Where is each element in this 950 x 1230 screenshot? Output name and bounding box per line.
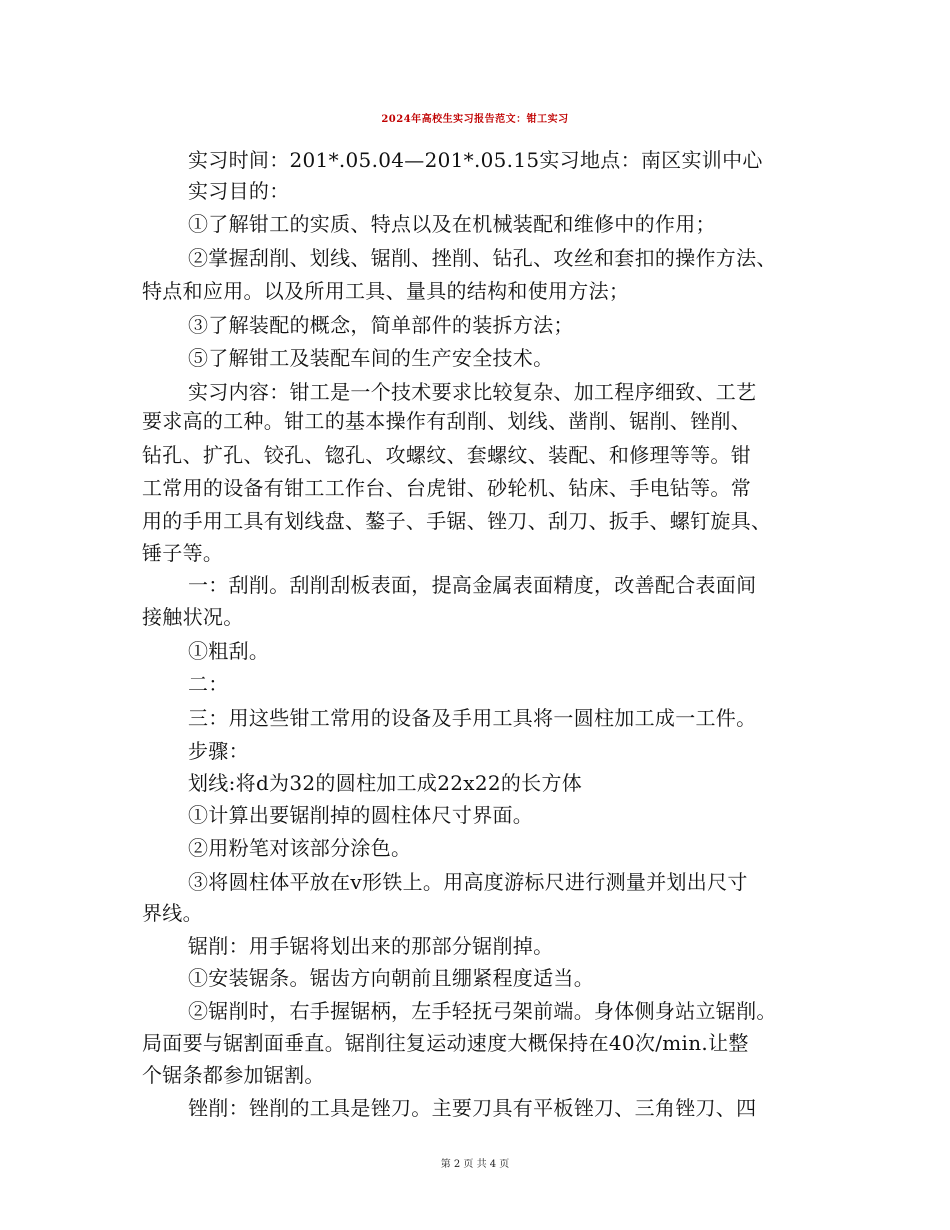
text-line: ③了解装配的概念，简单部件的装拆方法； xyxy=(188,313,574,337)
text-line: 二： xyxy=(188,672,229,696)
document-title: 2024年高校生实习报告范文：钳工实习 xyxy=(381,114,569,125)
text-line: ②掌握刮削、划线、锯削、挫削、钻孔、攻丝和套扣的操作方法、 xyxy=(188,246,777,270)
text-line: 一：刮削。刮削刮板表面，提高金属表面精度，改善配合表面间 xyxy=(188,573,757,597)
text-line: 步骤： xyxy=(188,739,249,763)
text-line: ①了解钳工的实质、特点以及在机械装配和维修中的作用； xyxy=(188,212,716,236)
text-line: 锯削：用手锯将划出来的那部分锯削掉。 xyxy=(188,934,554,958)
text-line: 局面要与锯割面垂直。锯削往复运动速度大概保持在40次/min.让整 xyxy=(142,1031,749,1055)
page-number-footer: 第 2 页 共 4 页 xyxy=(440,1159,510,1170)
text-line: 钻孔、扩孔、铰孔、锪孔、攻螺纹、套螺纹、装配、和修理等等。钳 xyxy=(142,443,751,467)
text-line: 实习内容：钳工是一个技术要求比较复杂、加工程序细致、工艺 xyxy=(188,380,757,404)
text-line: 个锯条都参加锯割。 xyxy=(142,1063,325,1087)
text-line: ①计算出要锯削掉的圆柱体尺寸界面。 xyxy=(188,803,534,827)
text-line: 实习目的： xyxy=(188,179,290,203)
text-line: ⑤了解钳工及装配车间的生产安全技术。 xyxy=(188,346,554,370)
text-line: 锉削：锉削的工具是锉刀。主要刀具有平板锉刀、三角锉刀、四 xyxy=(188,1096,757,1120)
text-line: ①粗刮。 xyxy=(188,639,270,663)
text-line: ②用粉笔对该部分涂色。 xyxy=(188,836,412,860)
text-line: 要求高的工种。钳工的基本操作有刮削、划线、凿削、锯削、锉削、 xyxy=(142,409,751,433)
text-line: 划线:将d为32的圆柱加工成22x22的长方体 xyxy=(188,771,583,795)
text-line: 接触状况。 xyxy=(142,605,244,629)
text-line: 特点和应用。以及所用工具、量具的结构和使用方法； xyxy=(142,279,630,303)
text-line: 工常用的设备有钳工工作台、台虎钳、砂轮机、钻床、手电钻等。常 xyxy=(142,476,751,500)
text-line: ①安装锯条。锯齿方向朝前且绷紧程度适当。 xyxy=(188,966,594,990)
text-line: 界线。 xyxy=(142,901,203,925)
text-line: 锤子等。 xyxy=(142,541,224,565)
text-line: ③将圆柱体平放在v形铁上。用高度游标尺进行测量并划出尺寸 xyxy=(188,870,748,894)
text-line: 三：用这些钳工常用的设备及手用工具将一圆柱加工成一工件。 xyxy=(188,706,757,730)
text-line: ②锯削时，右手握锯柄，左手轻抚弓架前端。身体侧身站立锯削。 xyxy=(188,999,777,1023)
text-line: 实习时间：201*.05.04—201*.05.15实习地点：南区实训中心 xyxy=(188,148,763,172)
text-line: 用的手用工具有划线盘、鏊子、手锯、锉刀、刮刀、扳手、螺钉旋具、 xyxy=(142,509,772,533)
